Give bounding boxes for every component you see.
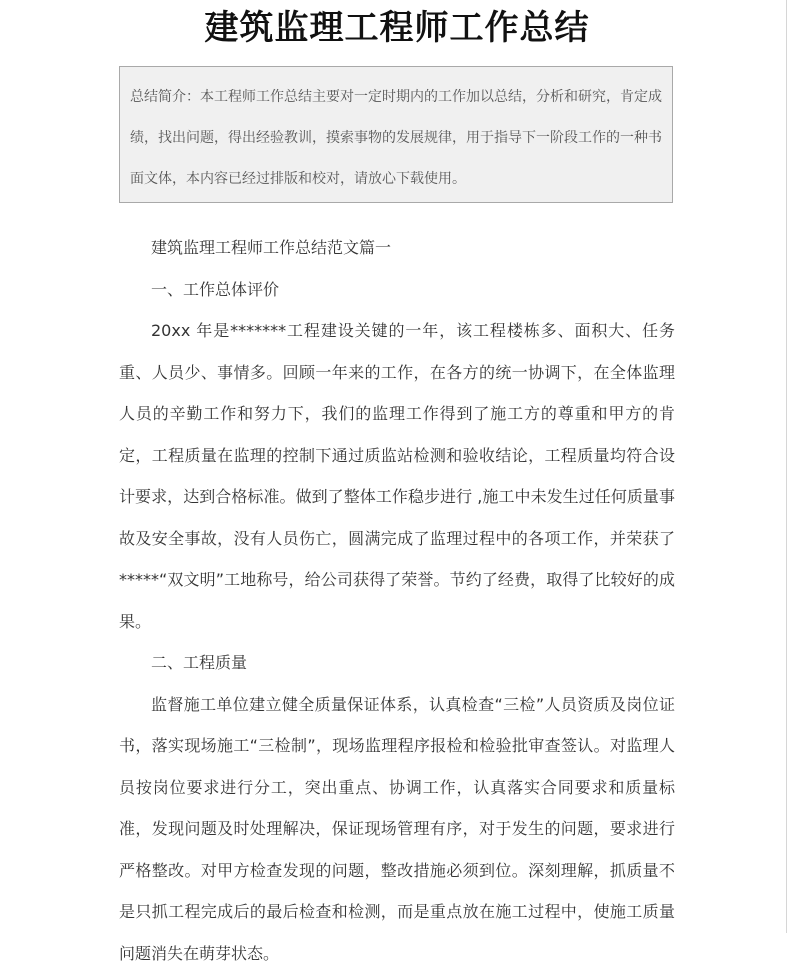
- section-body-evaluation: 20xx 年是*******工程建设关键的一年，该工程楼栋多、面积大、任务重、人员少、事情多。回顾一年来的工作，在各方的统一协调下，在全体监理人员的辛勤工作和努力下，我们的监理工作得到了施工方的尊重和甲方的肯定，工程质量在监理的控制下通过质监站检测和验收结论，工程质量均符合设计要求，达到合格标准。做到了整体工作稳步进行 ,施工中未发生过任何质量事故及安全事故，没有人员伤亡，圆满完成了监理过程中的各项工作，并荣获了*****“双文明”工地称号，给公司获得了荣誉。节约了经费，取得了比较好的成果。: [119, 310, 675, 642]
- section-body-quality: 监督施工单位建立健全质量保证体系，认真检查“三检”人员资质及岗位证书，落实现场施工“三检制”，现场监理程序报检和检验批审查签认。对监理人员按岗位要求进行分工，突出重点、协调工作，认真落实合同要求和质量标准，发现问题及时处理解决，保证现场管理有序，对于发生的问题，要求进行严格整改。对甲方检查发现的问题，整改措施必须到位。深刻理解，抓质量不是只抓工程完成后的最后检查和检测，而是重点放在施工过程中，使施工质量问题消失在萌芽状态。: [119, 684, 675, 974]
- page-edge-divider: [786, 0, 787, 933]
- document-title: 建筑监理工程师工作总结: [119, 6, 675, 54]
- document-body: [119, 227, 675, 974]
- document-page: [119, 0, 675, 974]
- section-heading-evaluation: 一、工作总体评价: [119, 269, 675, 311]
- summary-box: 总结简介：本工程师工作总结主要对一定时期内的工作加以总结，分析和研究，肯定成绩，找出问题，得出经验教训，摸索事物的发展规律，用于指导下一阶段工作的一种书面文体，本内容已经过排版和校对，请放心下载使用。: [119, 66, 673, 203]
- section-heading-quality: 二、工程质量: [119, 642, 675, 684]
- article-subtitle: 建筑监理工程师工作总结范文篇一: [119, 227, 675, 269]
